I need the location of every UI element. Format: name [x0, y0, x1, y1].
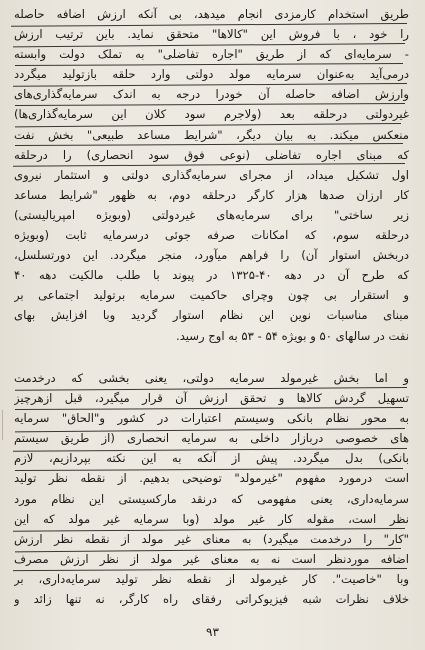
text-line: و استقرار بی چون وچرای حاکمیت سرمایه برتولید اجتماعی بر [14, 288, 409, 303]
text-line: زیر ساختی" برای سرمایه‌های غیردولتی (وبویژه امپریالیستی) [14, 207, 409, 222]
text-line: درمی‌آید به‌عنوان سرمایه مولد دولتی وارد حلقه بازتولید میگردد [14, 67, 409, 82]
text-line: دربخش استوار آن) را فراهم میآورد، منجر میگردد. این دورتسلسل، [14, 248, 409, 263]
text-line: منعکس میکند. به بیان دیگر، "شرایط مساعد طبیعی" بخش نفت [14, 127, 409, 142]
binding-edge-shadow [2, 410, 11, 440]
text-line: کار ارزان صدها هزار کارگر درحلقه دوم، به ظهور "شرایط مساعد [14, 187, 409, 202]
text-line: مبنای مناسبات نوین این نظام استوار گردید وبا افزایش بهای [14, 308, 409, 323]
paragraph-2 [14, 368, 409, 609]
text-line: تسهیل گردش کالاها و تحقق ارزش آن قرار میگیرد، قبل ازهرچیز [14, 391, 409, 406]
text-line: غیردولتی درحلقه بعد (ولاجرم سود کلان این سرمایه‌گذاری‌ها) [14, 107, 409, 122]
text-line: بانکی) بدل میگردد. پیش از آنکه به این نکته بپردازیم، لازم [14, 451, 409, 466]
text-line: درحلقه سوم، که امکانات صرفه جوئی درسرمایه ثابت (وبویژه [14, 228, 409, 243]
text-line: - سرمایه‌ای که از طریق "اجاره تفاضلی" به تملک دولت وابسته [14, 47, 409, 62]
text-line: اضافه موردنظر است نه به معنای غیر مولد از نظر ارزش مصرف [14, 551, 409, 566]
page-number: ۹۳ [206, 625, 219, 639]
text-line: وارزش اضافه حاصله آن خودرا درجه به اندک سرمایه‌گذاری‌های [14, 87, 409, 102]
text-line: "کار" را درخدمت میگیرد) به معنای غیر مولد از نقطه نظر ارزش [14, 531, 409, 546]
text-line: را خود ، با فروش این "کالاها" متحقق نماید. باین ترتیب ارزش [14, 27, 409, 42]
text-line: های خصوصی دربازار داخلی به سرمایه انحصاری (از طریق سیستم [14, 431, 409, 446]
text-line: نظر است، مقوله کار غیر مولد (وبا سرمایه غیر مولد که این [14, 511, 409, 526]
text-line: سرمایه‌داری، یعنی مفهومی که درنقد مارکسیستی این نظام مورد [14, 491, 409, 506]
paragraph-1 [14, 4, 409, 346]
text-line: طریق استخدام کارمزدی انجام میدهد، بی آنکه ارزش اضافه حاصله [14, 7, 409, 21]
text-line: به محور نظام بانکی وسیستم اعتبارات در کشور و"الحاق" سرمایه [14, 411, 409, 426]
text-line: خلاف نظرات شبه فیزیوکراتی رفقای راه کارگر، نه تنها زائد و [14, 592, 409, 607]
text-line: و اما بخش غیرمولد سرمایه دولتی، یعنی بخشی که درخدمت [14, 371, 409, 385]
text-line: نفت در سالهای ۵۰ و بویژه ۵۴ - ۵۳ به اوج رسید. [176, 328, 409, 343]
text-line: که مبنای اجاره تفاضلی (نوعی فوق سود انحصاری) را درحلقه [14, 147, 409, 162]
text-line: که طرح آن در دهه ۴۰-۱۳۲۵ در پیوند با طلب مالکیت دهه ۴۰ [14, 268, 409, 283]
text-line: اول تشکیل میداد، از مجرای سرمایه‌گذاری دولتی و استثمار نیروی [14, 167, 409, 182]
text-line: است درمورد مفهوم "غیرمولد" توضیحی بدهیم. از نقطه نظر تولید [14, 471, 409, 486]
text-line: وبا "خاصیت". کار غیرمولد از نقطه نظر تولید سرمایه‌داری، بر [14, 571, 409, 586]
